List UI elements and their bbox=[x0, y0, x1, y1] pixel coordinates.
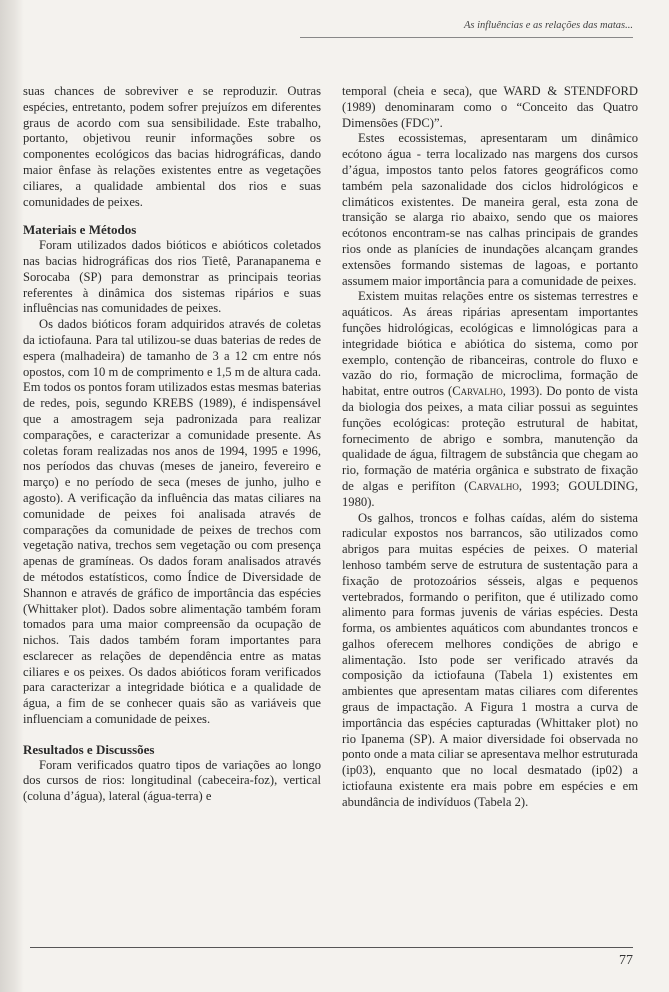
results-paragraph-1: Foram verificados quatro tipos de variações ao longo dos cursos de rios: longitudinal (cabeceira-foz), vertical (coluna d’água), lateral (água-terra) e bbox=[23, 757, 321, 804]
section-heading-methods: Materiais e Métodos bbox=[23, 222, 137, 238]
page-number: 77 bbox=[619, 953, 633, 968]
results-paragraph-3 bbox=[342, 289, 638, 510]
running-header: As influências e as relações das matas... bbox=[463, 20, 633, 31]
paragraph-3-part-c: , 1993; GOULDING, 1980). bbox=[342, 478, 638, 509]
citation-carvalho-1: Carvalho bbox=[452, 384, 503, 399]
left-column bbox=[23, 84, 321, 805]
results-paragraph-2: Estes ecossistemas, apresentaram um dinâmico ecótono água - terra localizado nas margens dos cursos d’água, impostos tanto pelos fatores geográficos como também pela sazonalidade dos ciclos hidrológicos e climáticos existentes. De maneira geral, esta zona de transição se alarga rio abaixo, sendo que os maiores ecótonos encontram-se nas calhas principais de grandes rios onde as planícies de inundações alcançam grandes extensões formando sistemas de lagoas, e portanto assumem maior importância para a comunidade de peixes. bbox=[342, 131, 638, 288]
intro-paragraph: suas chances de sobreviver e se reproduzir. Outras espécies, entretanto, podem sofrer prejuízos em diferentes graus de acordo com sua sensibilidade. Este trabalho, portanto, objetivou reunir informações sobre os componentes ecológicos das bacias hidrográficas, dando maior ênfase às relações existentes entre as vegetações ciliares, a qualidade ambiental dos rios e suas comunidades de peixes. bbox=[23, 84, 321, 209]
methods-paragraph-2: Os dados bióticos foram adquiridos através de coletas da ictiofauna. Para tal utilizou-se duas baterias de redes de espera (malhadeira) de tamanho de 3 a 12 cm entre nós opostos, com 10 m de comprimento e 1,5 m de altura cada. Em todos os pontos foram utilizados estas mesmas baterias de redes, pois, segundo KREBS (1989), é indispensável que a amostragem seja padronizada para realizar comparações, e caracterizar a comunidade presente. As coletas foram realizadas nos anos de 1994, 1995 e 1996, nos períodos das chuvas (meses de janeiro, fevereiro e março) e no período de seca (meses de junho, julho e agosto). A verificação da influência das matas ciliares na comunidade de peixes foi analisada através de comparações da comunidade de peixes de trechos com vegetação nativa, trechos sem vegetação ou com presença apenas de gramíneas. Os dados foram analisados através de métodos estatísticos, como Índice de Diversidade de Shannon e através de gráfico de importância das espécies (Whittaker plot). Dados sobre alimentação também foram tomados para uma maior compreensão da ocupação de nichos. Tais dados também foram importantes para esclarecer as relações de dependência entre as matas ciliares e os peixes. Os dados abióticos foram verificados para caracterizar a integridade biótica e a qualidade de água, a fim de se conhecer quais são as variáveis que influenciam a comunidade de peixes. bbox=[23, 317, 322, 727]
paragraph-3-part-a: Existem muitas relações entre os sistemas terrestres e aquáticos. As áreas ripárias apresentam importantes funções hidrológicas, ecológicas e limnológicas para a integridade biótica e abiótica do sistema, como por exemplo, contenção de ribanceiras, controle do fluxo e vazão do rio, formação de microclima, formação de habitat, entre outros ( bbox=[342, 289, 638, 399]
header-rule bbox=[300, 37, 633, 38]
section-heading-results: Resultados e Discussões bbox=[23, 741, 155, 757]
citation-carvalho-2: Carvalho bbox=[468, 478, 519, 493]
right-column bbox=[342, 84, 638, 811]
methods-paragraph-1: Foram utilizados dados bióticos e abióticos coletados nas bacias hidrográficas dos rios Tietê, Paranapanema e Sorocaba (SP) para demonstrar as principais teorias referentes à dinâmica dos sistemas ripários e suas influências nas comunidades de peixes. bbox=[23, 238, 321, 316]
book-binding-shadow bbox=[0, 0, 24, 992]
paragraph-3-part-b: , 1993). Do ponto de vista da biologia dos peixes, a mata ciliar possui as seguintes funções ecológicas: proteção estrutural de habitat, fornecimento de abrigo e sombra, manutenção da qualidade de água, filtragem de substância que chegam ao rio, formação de matéria orgânica e substrato de fixação de algas e perifíton ( bbox=[342, 384, 639, 493]
results-paragraph-continued: temporal (cheia e seca), que WARD & STENDFORD (1989) denominaram como o “Conceito das Quatro Dimensões (FDC)”. bbox=[342, 84, 638, 130]
footer-rule bbox=[30, 947, 633, 948]
results-paragraph-4: Os galhos, troncos e folhas caídas, além do sistema radicular expostos nos barrancos, são utilizados como abrigos para muitas espécies de peixes. O material lenhoso também serve de estrutura de sustentação para a fixação de protozoários sésseis, algas e pequenos vertebrados, formando o perifiton, que é utilizado como alimento para formas juvenis de várias espécies. Desta forma, os ambientes aquáticos com abundantes troncos e galhos oferecem melhores condições de abrigo e alimentação. Isto pode ser verificado através da composição da ictiofauna (Tabela 1) existentes em ambientes que apresentam matas ciliares com diferentes graus de impactação. A Figura 1 mostra a curva de importância das espécies capturadas (Whittaker plot) no rio Ipanema (SP). A maior diversidade foi observada no ponto onde a mata ciliar se apresentava melhor estruturada (ip03), enquanto que no local desmatado (ip02) a ictiofauna existente era mais pobre em espécies e em abundância de indivíduos (Tabela 2). bbox=[342, 510, 638, 809]
